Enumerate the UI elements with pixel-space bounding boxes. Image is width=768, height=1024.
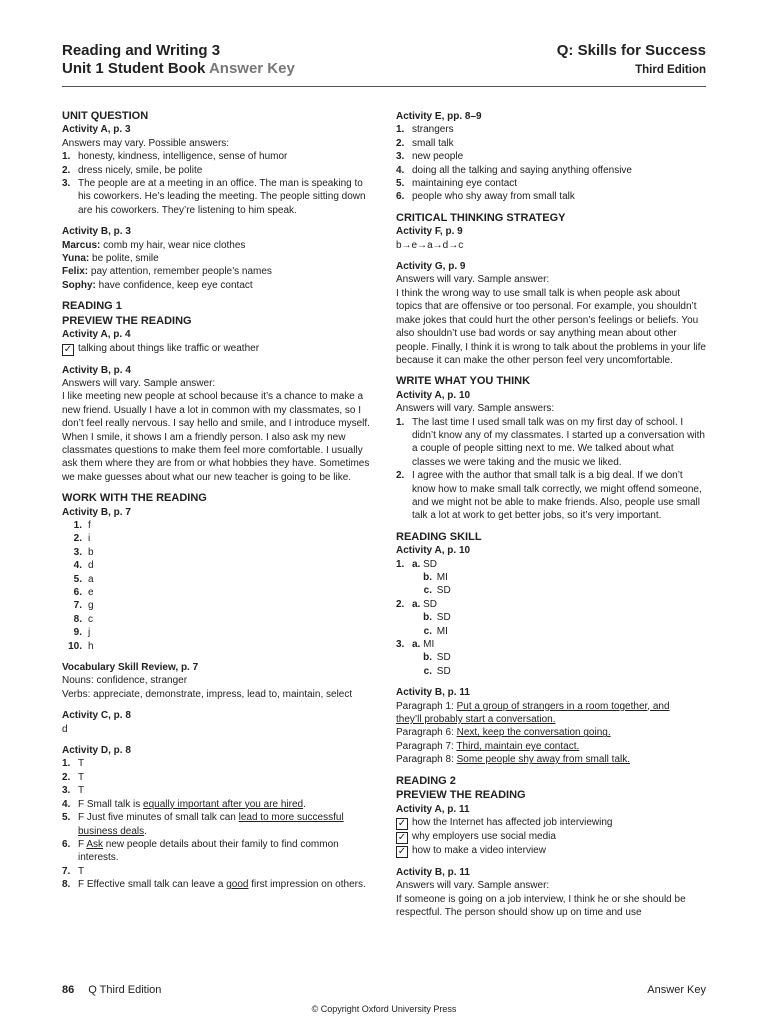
page-footer — [62, 984, 706, 996]
list-item: 7. g — [73, 600, 94, 612]
list-item: 5. F Just five minutes of small talk can lead to more successful business deals. — [62, 812, 344, 837]
paragraph: I think the wrong way to use small talk is when people ask about topics that are offensive or too personal. For example, you shouldn’t make jokes that could hurt the other person’s feelings or beliefs. You also shouldn’t use bad words or say anything mean about other people. Finally, I think it is wrong to talk about the problems in your life because it can make the other person feel very uncomfortable. — [396, 287, 706, 366]
list-item: 6. F Ask new people details about their family to find common interests. — [62, 838, 339, 864]
list-item: Paragraph 7: Third, maintain eye contact. — [396, 740, 580, 752]
list-item: 8. c — [73, 613, 93, 625]
list-item: 1. a. SD — [396, 558, 438, 570]
footer-answer-key: Answer Key — [647, 984, 706, 996]
list-item: 4. d — [73, 560, 94, 572]
list-item: Yuna: be polite, smile — [62, 253, 159, 265]
page-number: 86 — [62, 984, 75, 996]
checkbox-item: ✓ how to make a video interview — [397, 844, 546, 857]
checkbox-item: ✓ talking about things like traffic or weather — [63, 342, 260, 355]
list-item: 2. small talk — [396, 137, 454, 149]
list-item: Marcus: comb my hair, wear nice clothes — [62, 239, 246, 251]
activity-heading: Activity A, p. 10 — [396, 389, 471, 401]
section-heading: PREVIEW THE READING — [62, 314, 192, 327]
section-heading: UNIT QUESTION — [62, 110, 149, 122]
activity-heading: Activity A, p. 11 — [396, 803, 470, 815]
list-item: 3. b — [73, 546, 94, 558]
section-heading: READING 1 — [62, 300, 122, 313]
list-item: Paragraph 6: Next, keep the conversation going. — [396, 727, 611, 739]
list-item: 3. The people are at a meeting in an office. The man is speaking to his coworkers. He’s leading the meeting. The people sitting down are his coworkers. They’re listening to him speak. — [62, 178, 366, 216]
list-item: 2. i — [73, 533, 91, 545]
checkbox-checked-icon: ✓ — [397, 845, 407, 857]
list-item: 10. h — [68, 640, 94, 652]
list-item: 2. I agree with the author that small talk is a big deal. If we don’t know how to make small talk correctly, we might offend someone, and we might not be able to make friends. Also, people use small talk a lot at work to get better jobs, so it’s very important. — [396, 470, 702, 522]
list-item: b. MI — [423, 572, 448, 583]
list-item: Paragraph 8: Some people shy away from small talk. — [396, 754, 631, 766]
copyright: © Copyright Oxford University Press — [311, 1004, 457, 1014]
list-item: c. SD — [423, 665, 451, 677]
list-item: Sophy: have confidence, keep eye contact — [62, 279, 253, 291]
list-item: c. SD — [423, 585, 451, 597]
activity-heading: Activity B, p. 11 — [396, 866, 470, 878]
section-heading: READING 2 — [396, 774, 456, 787]
activity-heading: Activity F, p. 9 — [396, 226, 463, 238]
left-column: UNIT QUESTION Activity A, p. 3 Answers may vary. Possible answers: 1. honesty, kindness, intelligence, sense of humor 2. dress nicely, smile, be polite 3. The people are at a meeting in an office. The man is speaking to his coworkers. He’s leading the meeting. The people sitting down are his coworkers. They’re listening to him speak. Activity B, p. 3 Marcus: comb my hair, wear nice clothes Yuna: be polite, smile Felix: pay attention, remember people’s names Sophy: have confidence, keep eye contact READING 1 PREVIEW THE READING Activity A, p. 4 ✓ talking about things like traffic or weather Activity B, p. 4 Answers will vary. Sample answer: I like meeting new people at school because it’s a chance to make a new friend. Usually I have a lot in common with my classmates, so I don’t feel really nervous. I say hello and smile, and I introduce myself. When I smile, it shows I am a friendly person. I also ask my new classmates questions to make them feel more comfortable. I usually ask them where they are from or what hobbies they have. Sometimes we make guesses about what our new teacher is going to be like. WORK WITH THE READING Activity B, p. 7 1. f 2. i 3. b 4. d 5. a 6. e 7. g 8. c 9. j 10. h Vocabulary Skill Review, p. 7 Nouns: confidence, stranger Verbs: appreciate, demonstrate, impress, lead to, maintain, select Activity C, p. 8 d Activity D, p. 8 1. T 2. T 3. T 4. F Small talk is equally important after you are hired. 5. F Just five minutes of small talk can lead to more successful business deals. 6. F Ask new people details about their family to find common interests. 7. T 8. F Effective small talk can leave a good first impression on others. — [62, 110, 374, 892]
activity-heading: Activity B, p. 7 — [62, 506, 131, 518]
section-heading: READING SKILL — [396, 530, 482, 543]
list-item: 2. dress nicely, smile, be polite — [62, 164, 203, 176]
list-item: 3. new people — [396, 151, 464, 163]
activity-heading: Activity C, p. 8 — [62, 710, 131, 722]
list-item: b. SD — [423, 612, 451, 624]
unit-title: Unit 1 Student Book Answer Key — [62, 60, 295, 77]
checkbox-checked-icon: ✓ — [397, 817, 407, 829]
list-item: 7. T — [62, 865, 85, 877]
list-item: 5. a — [73, 573, 94, 585]
list-item: 1. T — [62, 758, 85, 770]
paragraph: If someone is going on a job interview, I think he or she should be respectful. The person should show up on time and use — [396, 893, 686, 919]
list-item: 5. maintaining eye contact — [396, 178, 518, 190]
page-header — [62, 40, 706, 87]
activity-heading: Activity A, p. 4 — [62, 329, 131, 341]
activity-heading: Activity B, p. 11 — [396, 687, 470, 699]
list-item: 4. doing all the talking and saying anything offensive — [396, 164, 632, 176]
list-item: 6. e — [73, 587, 94, 598]
paragraph: I like meeting new people at school because it’s a chance to make a new friend. Usually I have a lot in common with my classmates, so I don’t feel really nervous. I say hello and smile, and I introduce myself. When I smile, it shows I am a friendly person. I also ask my new classmates questions to make them feel more comfortable. I usually ask them where they are from or what hobbies they have. Sometimes we make guesses about what our new teacher is going to be like. — [62, 391, 370, 483]
section-heading: WRITE WHAT YOU THINK — [396, 375, 531, 388]
list-item: 2. a. SD — [396, 598, 438, 610]
section-heading: WORK WITH THE READING — [62, 492, 207, 505]
list-item: 2. T — [62, 771, 85, 783]
activity-heading: Activity B, p. 4 — [62, 364, 131, 376]
list-item: Paragraph 1: Put a group of strangers in a room together, and they’ll probably start a conversation. — [396, 700, 670, 726]
list-item: 1. strangers — [396, 124, 454, 136]
book-title: Reading and Writing 3 — [62, 42, 221, 59]
series-title: Q: Skills for Success — [556, 42, 706, 59]
list-item: 3. a. MI — [396, 639, 435, 651]
section-heading: CRITICAL THINKING STRATEGY — [396, 211, 566, 224]
activity-heading: Activity E, pp. 8–9 — [396, 111, 482, 122]
list-item: 9. j — [73, 627, 91, 639]
activity-heading: Activity D, p. 8 — [62, 745, 131, 757]
list-item: Felix: pay attention, remember people’s names — [62, 266, 272, 278]
list-item: c. MI — [423, 625, 448, 637]
list-item: 1. The last time I used small talk was on my first day of school. I didn’t know any of my classmates. I started up a conversation with a couple of people sitting next to me. We talked about what classes we were taking and the music we liked. — [396, 416, 705, 468]
activity-heading: Vocabulary Skill Review, p. 7 — [62, 662, 199, 674]
section-heading: PREVIEW THE READING — [396, 789, 526, 802]
activity-heading: Activity A, p. 10 — [396, 545, 471, 557]
checkbox-checked-icon: ✓ — [63, 343, 73, 355]
list-item: 6. people who shy away from small talk — [396, 191, 575, 203]
footer-edition: Q Third Edition — [88, 984, 162, 996]
list-item: 8. F Effective small talk can leave a good first impression on others. — [62, 879, 366, 891]
checkbox-checked-icon: ✓ — [397, 831, 407, 843]
list-item: b. SD — [423, 652, 451, 664]
activity-heading: Activity A, p. 3 — [62, 124, 131, 136]
list-item: 1. honesty, kindness, intelligence, sense of humor — [62, 151, 288, 163]
list-item: 4. F Small talk is equally important after you are hired. — [62, 798, 306, 810]
list-item: 1. f — [73, 519, 91, 531]
activity-heading: Activity B, p. 3 — [62, 226, 131, 238]
activity-heading: Activity G, p. 9 — [396, 261, 466, 273]
checkbox-item: ✓ how the Internet has affected job interviewing — [397, 816, 613, 829]
checkbox-item: ✓ why employers use social media — [397, 830, 556, 843]
edition-label: Third Edition — [635, 64, 706, 76]
list-item: 3. T — [62, 785, 85, 797]
right-column: Activity E, pp. 8–9 1. strangers 2. small talk 3. new people 4. doing all the talking and saying anything offensive 5. maintaining eye contact 6. people who shy away from small talk CRITICAL THINKING STRATEGY Activity F, p. 9 b→e→a→d→c Activity G, p. 9 Answers will vary. Sample answer: I think the wrong way to use small talk is when people ask about topics that are offensive or too personal. For example, you shouldn’t make jokes that could hurt the other person’s feelings or beliefs. You also shouldn’t use bad words or say anything mean about other people. Finally, I think it is wrong to talk about the problems in your life because it can make the other person feel very uncomfortable. WRITE WHAT YOU THINK Activity A, p. 10 Answers will vary. Sample answers: 1. The last time I used small talk was on my first day of school. I didn’t know any of my classmates. I started up a conversation with a couple of people sitting next to me. We talked about what classes we were taking and the music we liked. 2. I agree with the author that small talk is a big deal. If we don’t know how to make small talk correctly, we might offend someone, and we might not be able to make friends. Also, people use small talk a lot at work to get better jobs, so it’s very important. READING SKILL Activity A, p. 10 1. a. SD b. MI c. SD 2. a. SD b. SD c. MI 3. a. MI b. SD c. SD Activity B, p. 11 Paragraph 1: Put a group of strangers in a room together, and they’ll probably start a conversation. Paragraph 6: Next, keep the conversation going. Paragraph 7: Third, maintain eye contact. Paragraph 8: Some people shy away from small talk. READING 2 PREVIEW THE READING Activity A, p. 11 ✓ how the Internet has affected job interviewing ✓ why employers use social media ✓ how to make a video interview Activity B, p. 11 Answers will vary. Sample answer: If someone is going on a job interview, I think he or she should be respectful. The person should show up on time and use — [396, 111, 706, 919]
